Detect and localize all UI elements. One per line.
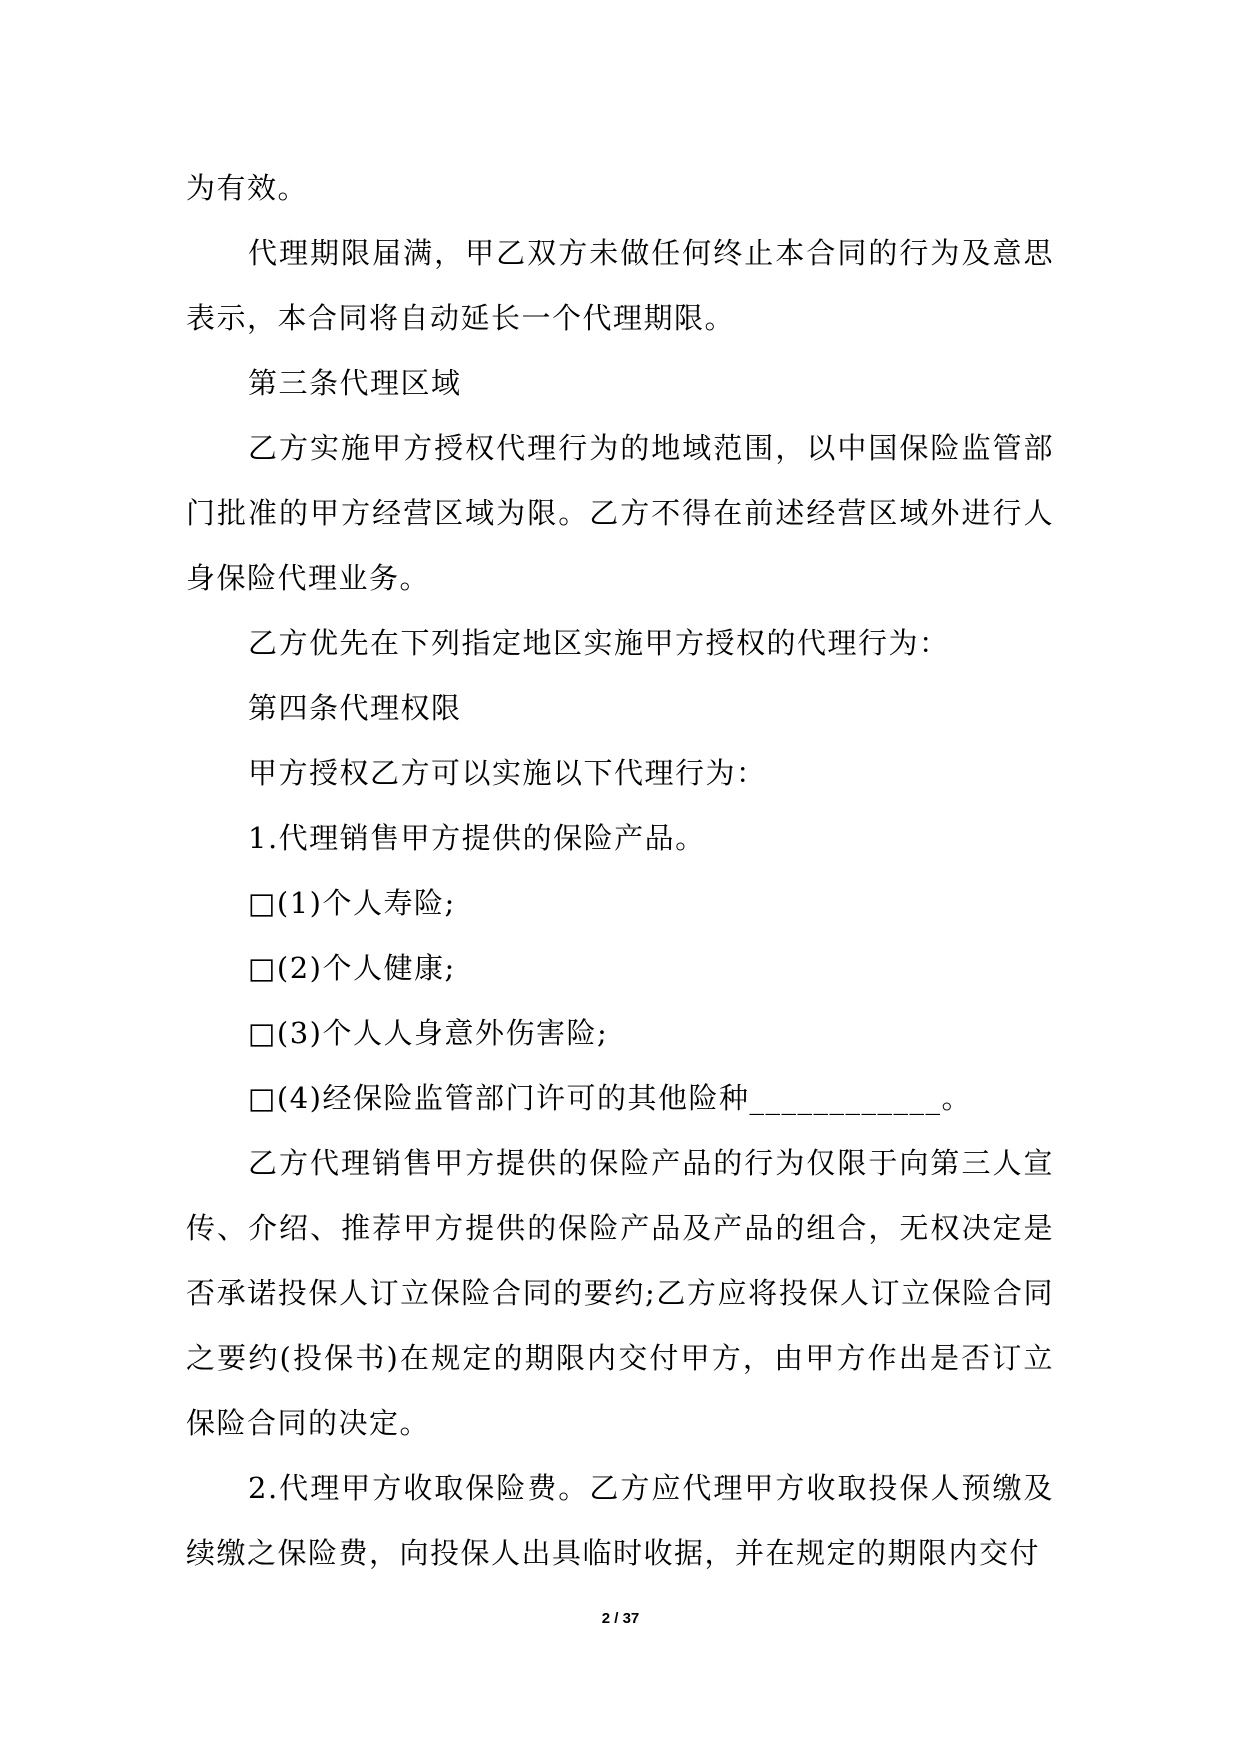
- paragraph: 甲方授权乙方可以实施以下代理行为：: [248, 756, 767, 790]
- paragraph: 乙方代理销售甲方提供的保险产品的行为仅限于向第三人宣传、介绍、推荐甲方提供的保险产品及产品的组合，无权决定是否承诺投保人订立保险合同的要约;乙方应将投保人订立保险合同之要约(投保书)在规定的期限内交付甲方，由甲方作出是否订立保险合同的决定。: [186, 1146, 1054, 1440]
- paragraph: 代理期限届满，甲乙双方未做任何终止本合同的行为及意思表示，本合同将自动延长一个代理期限。: [186, 236, 1054, 335]
- checkbox-option: □(2)个人健康;: [248, 951, 456, 985]
- document-body: [186, 156, 1054, 1586]
- section-heading: 第三条代理区域: [248, 366, 462, 400]
- section-heading: 第四条代理权限: [248, 691, 462, 725]
- paragraph: 乙方实施甲方授权代理行为的地域范围，以中国保险监管部门批准的甲方经营区域为限。乙方不得在前述经营区域外进行人身保险代理业务。: [186, 431, 1054, 595]
- paragraph: 为有效。: [186, 171, 309, 205]
- checkbox-option: □(4)经保险监管部门许可的其他险种____________。: [248, 1081, 972, 1115]
- list-item: 2.代理甲方收取保险费。乙方应代理甲方收取投保人预缴及续缴之保险费，向投保人出具临时收据，并在规定的期限内交付: [186, 1471, 1054, 1570]
- checkbox-option: □(1)个人寿险;: [248, 886, 456, 920]
- list-item: 1.代理销售甲方提供的保险产品。: [248, 821, 706, 855]
- checkbox-option: □(3)个人人身意外伤害险;: [248, 1016, 609, 1050]
- page-number: 2 / 37: [601, 1610, 640, 1627]
- paragraph: 乙方优先在下列指定地区实施甲方授权的代理行为：: [248, 626, 950, 660]
